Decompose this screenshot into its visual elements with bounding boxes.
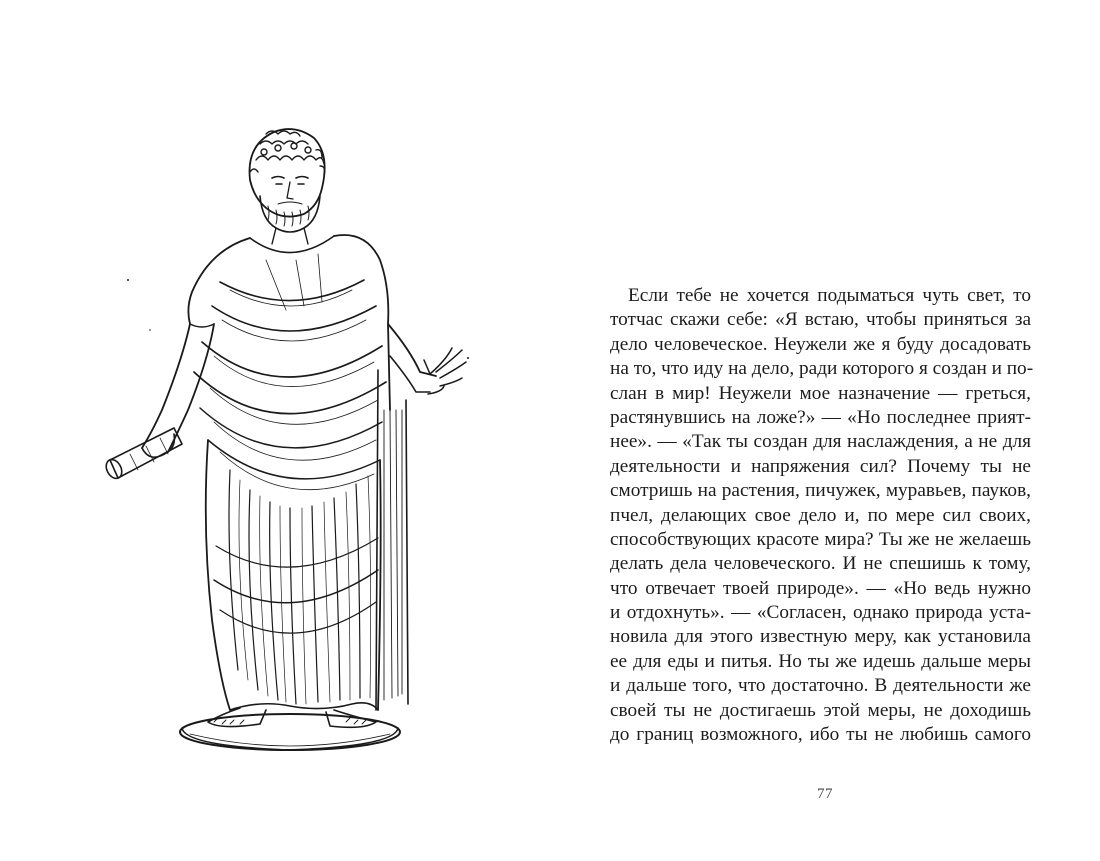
text-line: делать дела человеческого. И не спешишь к тому, bbox=[610, 553, 1031, 575]
text-line: до границ возможного, ибо ты не любишь самого bbox=[610, 724, 1031, 746]
statue-illustration bbox=[90, 110, 490, 760]
text-line: новила для этого известную меру, как установила bbox=[610, 626, 1031, 648]
text-line: на то, что иду на дело, ради которого я создан и по- bbox=[610, 358, 1034, 380]
text-line: пчел, делающих свое дело и, по мере сил своих, bbox=[610, 504, 1031, 526]
text-line: слан в мир! Неужели мое назначение — греться, bbox=[610, 382, 1031, 404]
text-line: растянувшись на ложе?» — «Но последнее прият- bbox=[610, 406, 1031, 428]
text-line: смотришь на растения, пичужек, муравьев, пауков, bbox=[610, 480, 1031, 502]
text-line: и отдохнуть». — «Согласен, однако природа уста- bbox=[610, 602, 1031, 624]
text-line: нее». — «Так ты создан для наслаждения, а не для bbox=[610, 431, 1031, 453]
text-line: способствующих красоте мира? Ты же не желаешь bbox=[610, 528, 1031, 550]
text-line: тотчас скажи себе: «Я встаю, чтобы приняться за bbox=[610, 309, 1031, 331]
text-line: своей ты не достигаешь этой меры, не доходишь bbox=[610, 699, 1031, 721]
text-line: что отвечает твоей природе». — «Но ведь нужно bbox=[610, 577, 1031, 599]
right-page bbox=[550, 0, 1100, 861]
text-line: Если тебе не хочется подыматься чуть свет, то bbox=[628, 285, 1031, 306]
text-line: и дальше того, что достаточно. В деятельности же bbox=[610, 675, 1031, 697]
text-line: ее для еды и питья. Но ты же идешь дальше меры bbox=[610, 650, 1031, 672]
page-number: 77 bbox=[817, 786, 833, 802]
text-line: деятельности и напряжения сил? Почему ты не bbox=[610, 455, 1031, 477]
text-line: дело человеческое. Неужели же я буду досадовать bbox=[610, 333, 1031, 355]
body-text bbox=[610, 284, 1034, 747]
